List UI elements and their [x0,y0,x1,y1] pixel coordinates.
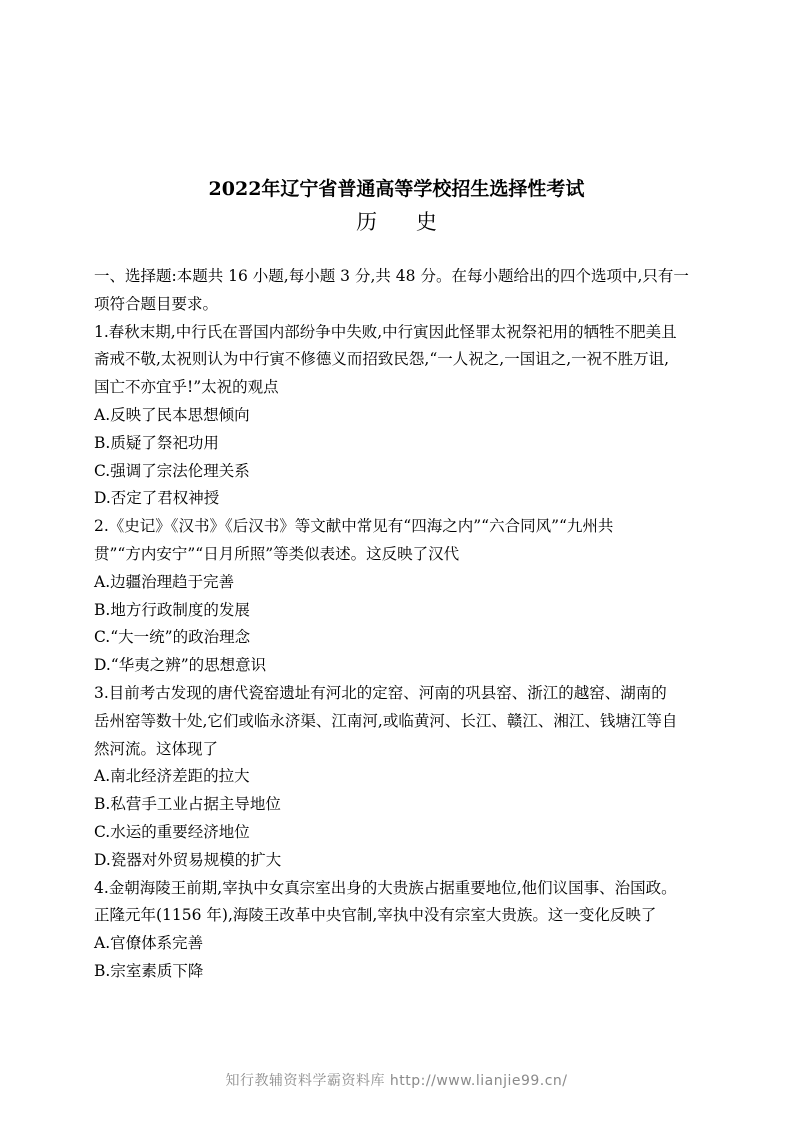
option-c: C.水运的重要经济地位 [94,822,250,841]
question-stem-line: 2.《史记》《汉书》《后汉书》等文献中常见有“四海之内”“六合同风”“九州共 [94,517,614,536]
question-stem-line: 然河流。这体现了 [94,739,219,758]
question-stem-line: 岳州窑等数十处,它们或临永济渠、江南河,或临黄河、长江、赣江、湘江、钱塘江等自 [94,711,678,730]
subject-title: 历 史 [356,210,453,234]
option-d: D.否定了君权神授 [94,489,220,508]
option-c: C.强调了宗法伦理关系 [94,461,250,480]
question-2 [94,513,706,680]
section-instruction-line: 项符合题目要求。 [94,294,219,313]
question-1 [94,319,706,514]
option-a: A.边疆治理趋于完善 [94,572,235,591]
option-d: D.瓷器对外贸易规模的扩大 [94,850,282,869]
option-b: B.地方行政制度的发展 [94,600,250,619]
question-stem-line: 国亡不亦宜乎!”太祝的观点 [94,378,279,397]
question-3 [94,680,706,875]
question-stem-line: 1.春秋末期,中行氏在晋国内部纷争中失败,中行寅因此怪罪太祝祭祀用的牺牲不肥美且 [94,322,677,341]
option-b: B.私营手工业占据主导地位 [94,795,281,814]
option-b: B.宗室素质下降 [94,961,204,980]
section-instruction-line: 一、选择题:本题共 16 小题,每小题 3 分,共 48 分。在每小题给出的四个选项中,只有一 [94,267,689,285]
question-4 [94,875,706,986]
option-d: D.“华夷之辨”的思想意识 [94,656,267,675]
option-c: C.“大一统”的政治理念 [94,628,251,647]
question-stem-line: 斋戒不敬,太祝则认为中行寅不修德义而招致民怨,“一人祝之,一国诅之,一祝不胜万诅, [94,350,670,369]
exam-title: 2022年辽宁省普通高等学校招生选择性考试 [208,178,585,200]
option-a: A.官僚体系完善 [94,934,204,953]
question-stem-line: 4.金朝海陵王前期,宰执中女真宗室出身的大贵族占据重要地位,他们议国事、治国政。 [94,878,677,897]
exam-content [94,263,706,986]
option-a: A.南北经济差距的拉大 [94,767,250,786]
footer-watermark: 知行教辅资料学霸资料库 http://www.lianjie99.cn/ [225,1073,568,1089]
question-stem-line: 正隆元年(1156 年),海陵王改革中央官制,宰执中没有宗室大贵族。这一变化反映了 [94,906,657,925]
option-b: B.质疑了祭祀功用 [94,433,219,452]
question-stem-line: 3.目前考古发现的唐代瓷窑遗址有河北的定窑、河南的巩县窑、浙江的越窑、湖南的 [94,683,667,702]
option-a: A.反映了民本思想倾向 [94,405,250,424]
question-stem-line: 贯”“方内安宁”“日月所照”等类似表述。这反映了汉代 [94,544,460,563]
